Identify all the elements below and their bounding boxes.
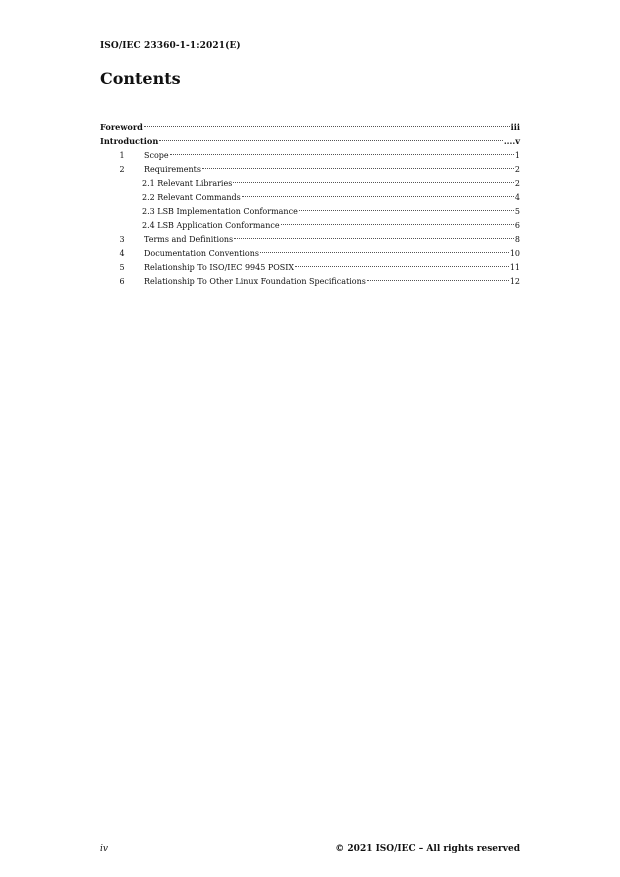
toc-label: 2.4 LSB Application Conformance xyxy=(142,221,280,230)
toc-leader xyxy=(367,270,509,284)
toc-label: Introduction xyxy=(100,136,159,146)
toc-page-number: 10 xyxy=(509,249,520,258)
table-of-contents xyxy=(100,116,520,284)
toc-number: 3 xyxy=(119,235,125,244)
toc-leader xyxy=(295,256,509,270)
toc-label: Foreword xyxy=(100,122,143,132)
toc-number: 5 xyxy=(119,263,125,272)
toc-leader xyxy=(234,228,514,242)
page-title: Contents xyxy=(100,69,181,88)
toc-leader xyxy=(170,144,514,158)
toc-number: 4 xyxy=(119,249,125,258)
footer-copyright: © 2021 ISO/IEC – All rights reserved xyxy=(335,844,520,854)
toc-leader xyxy=(260,242,509,256)
toc-leader xyxy=(144,116,510,130)
toc-label: Relationship To Other Linux Foundation Specifications xyxy=(144,277,366,286)
toc-number: 6 xyxy=(119,277,125,286)
toc-label: Documentation Conventions xyxy=(144,249,259,258)
toc-leader xyxy=(233,172,514,186)
toc-entry-introduction[interactable] xyxy=(100,130,520,144)
toc-page-number: 2 xyxy=(514,179,520,188)
toc-entry-foreword[interactable] xyxy=(100,116,520,130)
toc-page-number: 8 xyxy=(514,235,520,244)
toc-label: Scope xyxy=(144,151,169,160)
footer-page-number: iv xyxy=(100,844,108,854)
toc-page-number: 1 xyxy=(514,151,520,160)
toc-label: 2.2 Relevant Commands xyxy=(142,193,241,202)
toc-label: Relationship To ISO/IEC 9945 POSIX xyxy=(144,263,295,272)
toc-page-number: 4 xyxy=(514,193,520,202)
toc-page-number: 6 xyxy=(514,221,520,230)
toc-page-number: ....v xyxy=(503,136,520,146)
toc-leader xyxy=(299,200,514,214)
toc-entry-scope[interactable] xyxy=(100,144,520,158)
toc-leader xyxy=(281,214,514,228)
toc-page-number: 2 xyxy=(514,165,520,174)
toc-label: 2.1 Relevant Libraries xyxy=(142,179,233,188)
toc-page-number: 12 xyxy=(509,277,520,286)
toc-number: 2 xyxy=(119,165,125,174)
toc-number: 1 xyxy=(119,151,125,160)
toc-leader xyxy=(159,130,503,144)
toc-label: Requirements xyxy=(144,165,201,174)
toc-leader xyxy=(202,158,514,172)
toc-page-number: 11 xyxy=(509,263,520,272)
toc-page-number: iii xyxy=(510,122,520,132)
toc-label: 2.3 LSB Implementation Conformance xyxy=(142,207,298,216)
toc-label: Terms and Definitions xyxy=(144,235,234,244)
document-id: ISO/IEC 23360-1-1:2021(E) xyxy=(100,41,241,51)
toc-page-number: 5 xyxy=(514,207,520,216)
toc-leader xyxy=(242,186,514,200)
